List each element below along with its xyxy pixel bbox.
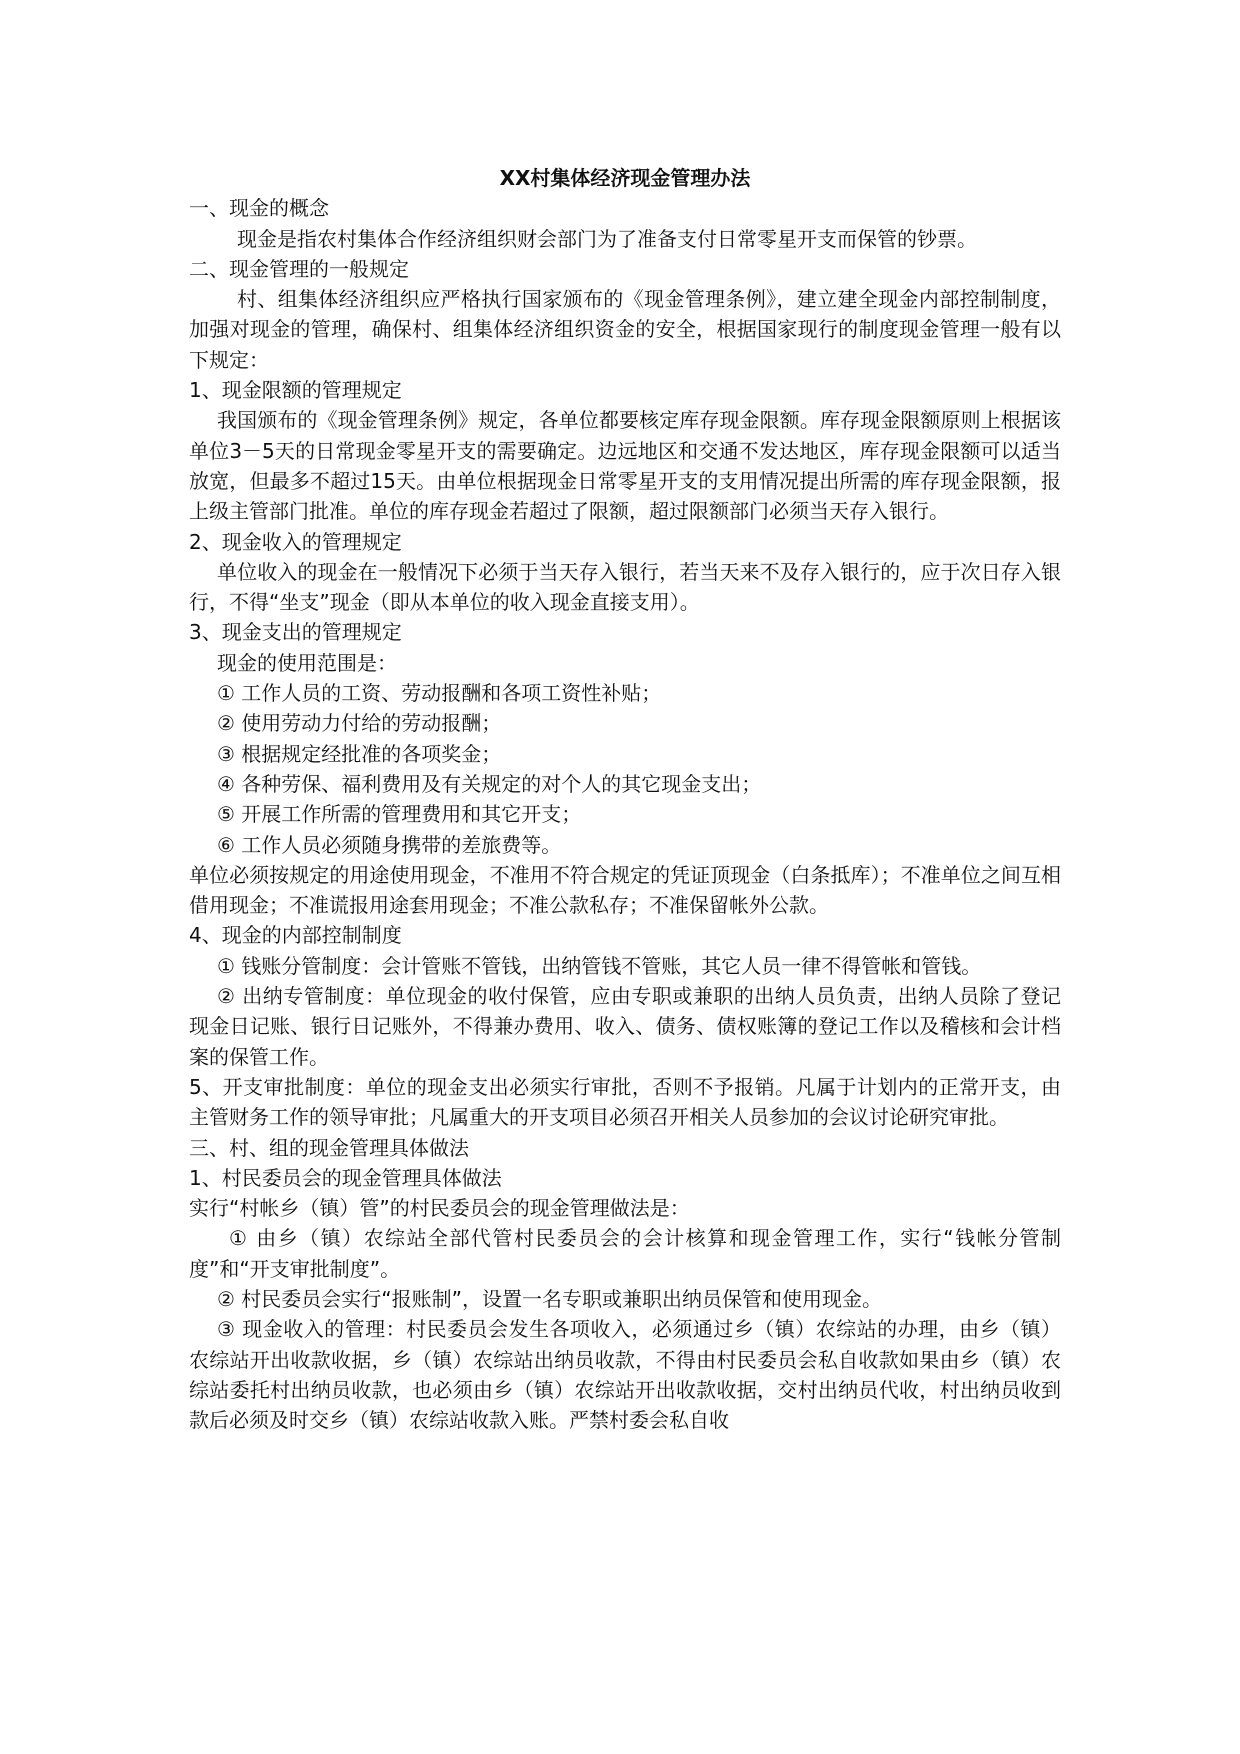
subsection-heading-2-1: 1、现金限额的管理规定: [189, 378, 402, 403]
paragraph: 村、组集体经济组织应严格执行国家颁布的《现金管理条例》，建立建全现金内部控制制度，加强对现金的管理，确保村、组集体经济组织资金的安全，根据国家现行的制度现金管理一般有以下规定：: [189, 287, 1061, 372]
document-title: XX村集体经济现金管理办法: [499, 166, 751, 190]
list-item: ③ 现金收入的管理：村民委员会发生各项收入，必须通过乡（镇）农综站的办理，由乡（镇）农综站开出收款收据，乡（镇）农综站出纳员收款，不得由村民委员会私自收款如果由乡（镇）农综站委托村出纳员收款，也必须由乡（镇）农综站开出收款收据，交村出纳员代收，村出纳员收到款后必须及时交乡（镇）农综站收款入账。严禁村委会私自收: [189, 1317, 1061, 1433]
list-item: ④ 各种劳保、福利费用及有关规定的对个人的其它现金支出；: [217, 771, 762, 796]
list-item: ① 工作人员的工资、劳动报酬和各项工资性补贴；: [217, 681, 662, 706]
list-item: ⑤ 开展工作所需的管理费用和其它开支；: [217, 802, 582, 827]
subsection-heading-2-3: 3、现金支出的管理规定: [189, 620, 402, 645]
list-item: ② 出纳专管制度：单位现金的收付保管，应由专职或兼职的出纳人员负责，出纳人员除了登记现金日记账、银行日记账外，不得兼办费用、收入、债务、债权账簿的登记工作以及稽核和会计档案的保管工作。: [189, 984, 1061, 1069]
paragraph: 现金是指农村集体合作经济组织财会部门为了准备支付日常零星开支而保管的钞票。: [237, 226, 977, 251]
subsection-heading-2-2: 2、现金收入的管理规定: [189, 529, 402, 554]
list-item: ⑥ 工作人员必须随身携带的差旅费等。: [217, 832, 562, 857]
subsection-heading-2-4: 4、现金的内部控制制度: [189, 923, 402, 948]
paragraph: 5、开支审批制度：单位的现金支出必须实行审批，否则不予报销。凡属于计划内的正常开支，由主管财务工作的领导审批；凡属重大的开支项目必须召开相关人员参加的会议讨论研究审批。: [189, 1074, 1061, 1130]
section-heading-1: 一、现金的概念: [189, 196, 329, 221]
list-item: ② 使用劳动力付给的劳动报酬；: [217, 711, 502, 736]
section-heading-2: 二、现金管理的一般规定: [189, 256, 409, 281]
list-intro: 现金的使用范围是：: [217, 650, 397, 675]
list-item: ① 由乡（镇）农综站全部代管村民委员会的会计核算和现金管理工作，实行“钱帐分管制度”和“开支审批制度”。: [189, 1226, 1061, 1281]
paragraph: 单位收入的现金在一般情况下必须于当天存入银行，若当天来不及存入银行的，应于次日存入银行，不得“坐支”现金（即从本单位的收入现金直接支用）。: [189, 559, 1061, 615]
list-item: ② 村民委员会实行“报账制”，设置一名专职或兼职出纳员保管和使用现金。: [217, 1286, 883, 1311]
paragraph: 单位必须按规定的用途使用现金，不准用不符合规定的凭证顶现金（白条抵库）；不准单位之间互相借用现金；不准谎报用途套用现金；不准公款私存；不准保留帐外公款。: [189, 862, 1061, 918]
list-item: ① 钱账分管制度：会计管账不管钱，出纳管钱不管账，其它人员一律不得管帐和管钱。: [217, 953, 982, 978]
list-item: ③ 根据规定经批准的各项奖金；: [217, 741, 502, 766]
document-body: [189, 163, 1061, 1435]
section-heading-3: 三、村、组的现金管理具体做法: [189, 1135, 469, 1160]
subsection-heading-3-1: 1、村民委员会的现金管理具体做法: [189, 1165, 502, 1190]
list-intro: 实行“村帐乡（镇）管”的村民委员会的现金管理做法是：: [189, 1196, 690, 1221]
paragraph: 我国颁布的《现金管理条例》规定，各单位都要核定库存现金限额。库存现金限额原则上根据该单位3－5天的日常现金零星开支的需要确定。边远地区和交通不发达地区，库存现金限额可以适当放宽，但最多不超过15天。由单位根据现金日常零星开支的支用情况提出所需的库存现金限额，报上级主管部门批准。单位的库存现金若超过了限额，超过限额部门必须当天存入银行。: [189, 408, 1061, 524]
